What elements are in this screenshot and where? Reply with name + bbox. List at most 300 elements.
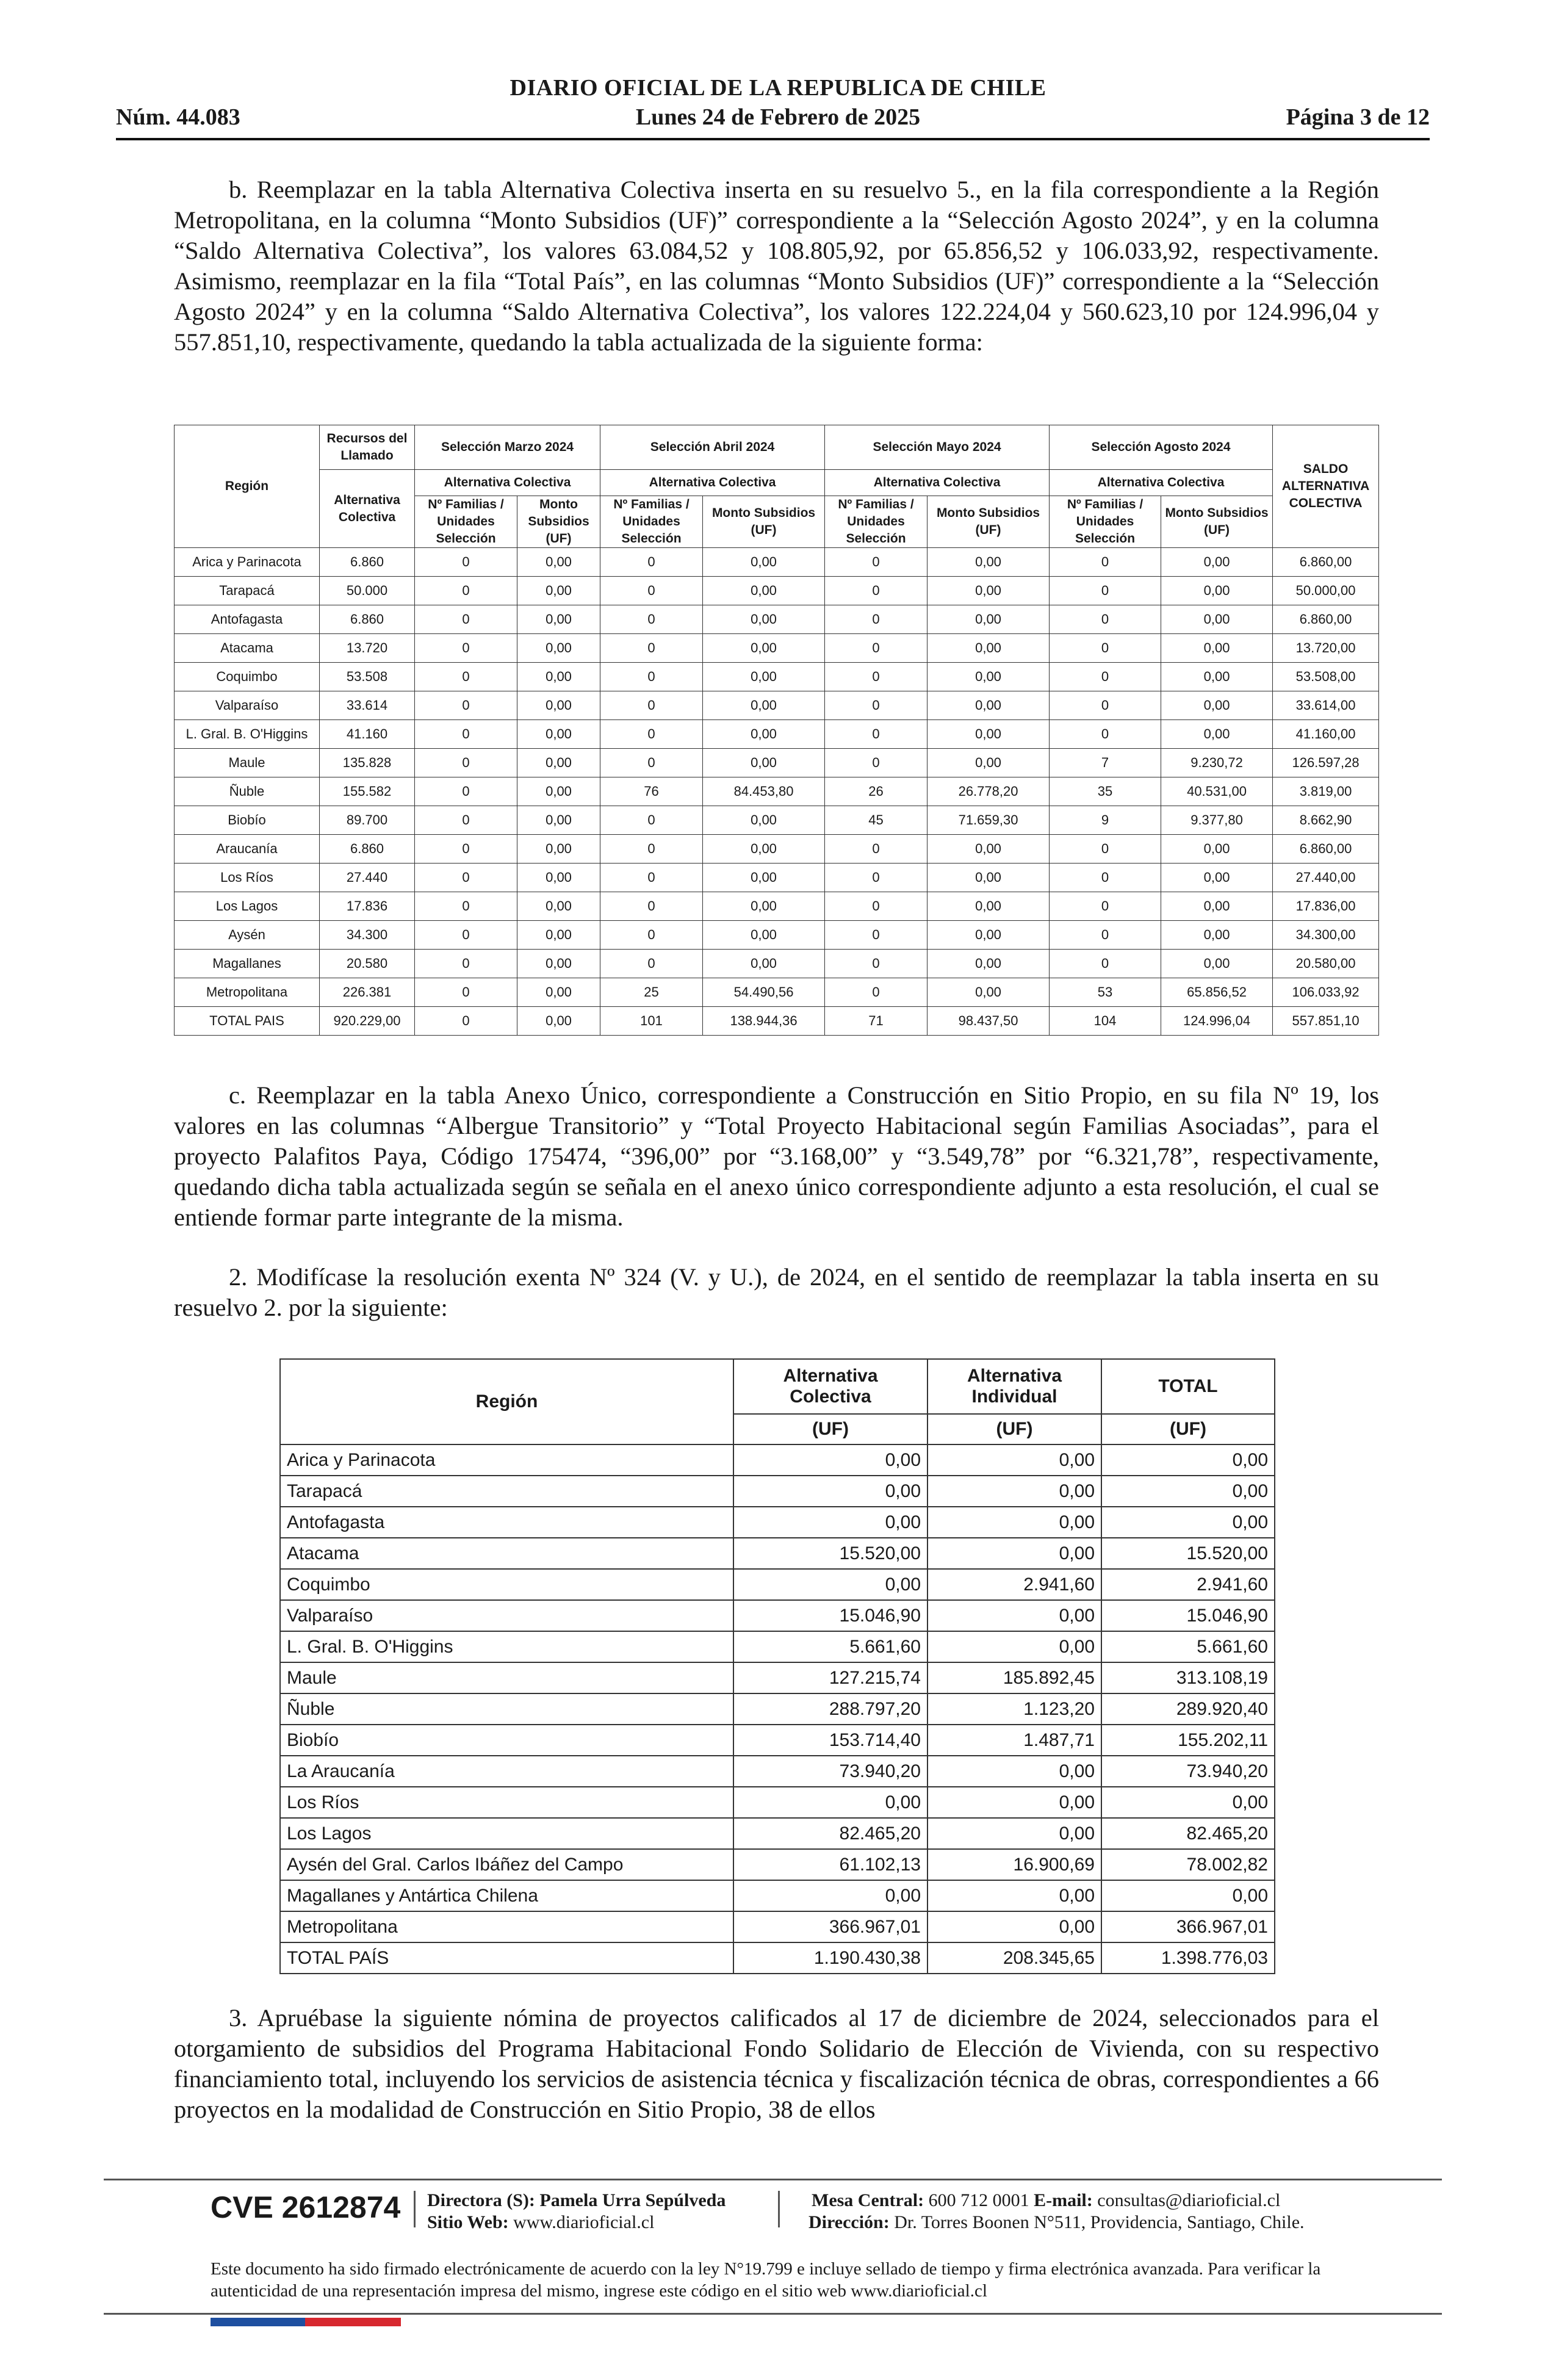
t2-cell-region: Arica y Parinacota xyxy=(280,1444,733,1476)
t1-header-monto-marzo: Monto Subsidios (UF) xyxy=(517,496,600,548)
t1-cell-g_f: 7 xyxy=(1050,749,1161,777)
t1-cell-a_m: 0,00 xyxy=(703,892,825,921)
t1-row xyxy=(175,950,1379,978)
t1-header-familias-abril: Nº Familias / Unidades Selección xyxy=(600,496,703,548)
t2-cell-colectiva: 0,00 xyxy=(733,1569,927,1600)
t2-header-region: Región xyxy=(280,1359,733,1444)
t1-cell-y_f: 0 xyxy=(825,634,927,663)
t2-cell-region: Los Ríos xyxy=(280,1787,733,1818)
t2-cell-total: 366.967,01 xyxy=(1101,1911,1275,1942)
t1-cell-g_f: 0 xyxy=(1050,634,1161,663)
t1-cell-g_f: 0 xyxy=(1050,605,1161,634)
t2-cell-region: Atacama xyxy=(280,1538,733,1569)
t1-cell-a_f: 0 xyxy=(600,950,703,978)
t1-cell-m_m: 0,00 xyxy=(517,978,600,1007)
t2-header-colectiva: Alternativa Colectiva xyxy=(733,1359,927,1414)
t2-row xyxy=(280,1662,1275,1693)
footer-divider-bottom xyxy=(104,2313,1442,2315)
paragraph-c-text: c. Reemplazar en la tabla Anexo Único, correspondiente a Construcción en Sitio Propio, en su fila Nº 19, los valores en las columnas “Albergue Transitorio” y “Total Proyecto Habitacional según Familias Asociadas”, para el proyecto Palafitos Paya, Código 175474, “396,00” por “3.168,00” y “3.549,78” por “6.321,78”, respectivamente, quedando dicha tabla actualizada según se señala en el anexo único correspondiente adjunto a esta resolución, el cual se entiende formar parte integrante de la misma. xyxy=(174,1081,1379,1231)
footer-directora xyxy=(427,2190,726,2212)
t1-row xyxy=(175,864,1379,892)
t1-cell-g_m: 9.230,72 xyxy=(1161,749,1273,777)
t2-cell-individual: 0,00 xyxy=(927,1631,1101,1662)
t2-cell-region: Los Lagos xyxy=(280,1818,733,1849)
t1-cell-y_m: 0,00 xyxy=(927,691,1050,720)
footer-divider-top xyxy=(104,2179,1442,2180)
t1-cell-a_m: 0,00 xyxy=(703,634,825,663)
t1-cell-saldo: 106.033,92 xyxy=(1273,978,1379,1007)
t1-cell-a_m: 0,00 xyxy=(703,921,825,950)
t1-cell-m_m: 0,00 xyxy=(517,663,600,691)
t1-cell-g_m: 0,00 xyxy=(1161,720,1273,749)
t2-cell-colectiva: 0,00 xyxy=(733,1507,927,1538)
t1-cell-m_m: 0,00 xyxy=(517,1007,600,1036)
t2-cell-region: Metropolitana xyxy=(280,1911,733,1942)
t1-cell-y_f: 0 xyxy=(825,978,927,1007)
issue-number: Núm. 44.083 xyxy=(116,104,240,130)
t1-cell-m_f: 0 xyxy=(415,634,517,663)
t1-cell-a_f: 0 xyxy=(600,864,703,892)
t1-cell-g_m: 40.531,00 xyxy=(1161,777,1273,806)
t1-cell-m_m: 0,00 xyxy=(517,605,600,634)
t1-cell-y_f: 0 xyxy=(825,864,927,892)
t1-cell-y_m: 0,00 xyxy=(927,663,1050,691)
t1-cell-a_m: 0,00 xyxy=(703,720,825,749)
t2-cell-individual: 0,00 xyxy=(927,1880,1101,1911)
t2-cell-region: Maule xyxy=(280,1662,733,1693)
t1-row xyxy=(175,548,1379,577)
t2-cell-colectiva: 0,00 xyxy=(733,1444,927,1476)
t1-cell-a_f: 0 xyxy=(600,806,703,835)
t1-cell-g_f: 35 xyxy=(1050,777,1161,806)
t1-cell-region: Tarapacá xyxy=(175,577,320,605)
t1-cell-g_m: 0,00 xyxy=(1161,634,1273,663)
t1-cell-y_m: 98.437,50 xyxy=(927,1007,1050,1036)
t1-cell-saldo: 34.300,00 xyxy=(1273,921,1379,950)
t1-cell-g_m: 0,00 xyxy=(1161,663,1273,691)
issue-date: Lunes 24 de Febrero de 2025 xyxy=(635,104,921,130)
t1-cell-y_f: 0 xyxy=(825,950,927,978)
t1-cell-recursos: 135.828 xyxy=(320,749,415,777)
t2-cell-total: 313.108,19 xyxy=(1101,1662,1275,1693)
t2-row xyxy=(280,1476,1275,1507)
t1-cell-m_m: 0,00 xyxy=(517,892,600,921)
t1-cell-saldo: 126.597,28 xyxy=(1273,749,1379,777)
t2-row xyxy=(280,1756,1275,1787)
t1-cell-g_f: 0 xyxy=(1050,663,1161,691)
t1-cell-y_f: 26 xyxy=(825,777,927,806)
t2-row xyxy=(280,1911,1275,1942)
t1-cell-y_m: 0,00 xyxy=(927,634,1050,663)
t1-cell-saldo: 27.440,00 xyxy=(1273,864,1379,892)
t2-cell-total: 78.002,82 xyxy=(1101,1849,1275,1880)
t1-cell-g_m: 65.856,52 xyxy=(1161,978,1273,1007)
alternativa-colectiva-table xyxy=(174,425,1379,1036)
t2-cell-total: 0,00 xyxy=(1101,1787,1275,1818)
t1-cell-m_m: 0,00 xyxy=(517,634,600,663)
t2-cell-colectiva: 15.520,00 xyxy=(733,1538,927,1569)
footer-separator-2 xyxy=(778,2191,780,2227)
t1-cell-a_m: 0,00 xyxy=(703,605,825,634)
t2-cell-colectiva: 1.190.430,38 xyxy=(733,1942,927,1974)
t1-cell-y_m: 0,00 xyxy=(927,548,1050,577)
t1-cell-g_m: 9.377,80 xyxy=(1161,806,1273,835)
t1-header-monto-agosto: Monto Subsidios (UF) xyxy=(1161,496,1273,548)
t2-cell-region: Antofagasta xyxy=(280,1507,733,1538)
t2-header-unit-individual: (UF) xyxy=(927,1414,1101,1444)
t1-cell-g_f: 9 xyxy=(1050,806,1161,835)
gazette-title: DIARIO OFICIAL DE LA REPUBLICA DE CHILE xyxy=(510,75,1046,101)
t1-cell-recursos: 6.860 xyxy=(320,605,415,634)
t1-cell-y_f: 0 xyxy=(825,605,927,634)
t1-cell-a_f: 76 xyxy=(600,777,703,806)
t2-row xyxy=(280,1693,1275,1725)
t1-cell-y_m: 26.778,20 xyxy=(927,777,1050,806)
t1-cell-a_f: 101 xyxy=(600,1007,703,1036)
t1-cell-saldo: 33.614,00 xyxy=(1273,691,1379,720)
t1-cell-saldo: 3.819,00 xyxy=(1273,777,1379,806)
t1-cell-g_f: 0 xyxy=(1050,720,1161,749)
t2-cell-total: 15.520,00 xyxy=(1101,1538,1275,1569)
t2-cell-total: 0,00 xyxy=(1101,1444,1275,1476)
t1-header-sel-abril: Selección Abril 2024 xyxy=(600,425,825,470)
t1-cell-y_f: 0 xyxy=(825,691,927,720)
t1-cell-y_m: 0,00 xyxy=(927,720,1050,749)
t1-cell-region: Aysén xyxy=(175,921,320,950)
t2-header-unit-colectiva: (UF) xyxy=(733,1414,927,1444)
t1-cell-m_f: 0 xyxy=(415,691,517,720)
header-divider xyxy=(116,138,1430,140)
t1-cell-m_m: 0,00 xyxy=(517,777,600,806)
t2-body xyxy=(280,1444,1275,1974)
t1-cell-region: Los Ríos xyxy=(175,864,320,892)
t1-cell-a_f: 0 xyxy=(600,691,703,720)
t1-cell-y_m: 0,00 xyxy=(927,577,1050,605)
t2-cell-individual: 185.892,45 xyxy=(927,1662,1101,1693)
t1-cell-saldo: 50.000,00 xyxy=(1273,577,1379,605)
t1-cell-region: Atacama xyxy=(175,634,320,663)
paragraph-b-text: b. Reemplazar en la tabla Alternativa Colectiva inserta en su resuelvo 5., en la fila correspondiente a la Región Metropolitana, en la columna “Monto Subsidios (UF)” correspondiente a la “Selección Agosto 2024”, y en la columna “Saldo Alternativa Colectiva”, los valores 63.084,52 y 108.805,92, por 65.856,52 y 106.033,92, respectivamente. Asimismo, reemplazar en la fila “Total País”, en las columnas “Monto Subsidios (UF)” correspondiente a la “Selección Agosto 2024” y en la columna “Saldo Alternativa Colectiva”, los valores 122.224,04 y 560.623,10 por 124.996,04 y 557.851,10, respectivamente, quedando la tabla actualizada de la siguiente forma: xyxy=(174,176,1379,356)
t1-row xyxy=(175,806,1379,835)
t2-cell-colectiva: 15.046,90 xyxy=(733,1600,927,1631)
t1-header-familias-agosto: Nº Familias / Unidades Selección xyxy=(1050,496,1161,548)
t2-cell-individual: 16.900,69 xyxy=(927,1849,1101,1880)
t1-cell-m_m: 0,00 xyxy=(517,921,600,950)
t1-cell-g_m: 0,00 xyxy=(1161,605,1273,634)
t2-row xyxy=(280,1787,1275,1818)
t1-cell-m_f: 0 xyxy=(415,777,517,806)
footer-directora-text: Directora (S): Pamela Urra Sepúlveda xyxy=(427,2190,726,2210)
t1-cell-a_f: 0 xyxy=(600,577,703,605)
t2-cell-total: 1.398.776,03 xyxy=(1101,1942,1275,1974)
t1-cell-recursos: 34.300 xyxy=(320,921,415,950)
t1-cell-y_f: 45 xyxy=(825,806,927,835)
t1-cell-m_m: 0,00 xyxy=(517,864,600,892)
t2-cell-colectiva: 127.215,74 xyxy=(733,1662,927,1693)
t1-cell-a_f: 25 xyxy=(600,978,703,1007)
t1-cell-saldo: 20.580,00 xyxy=(1273,950,1379,978)
t1-cell-m_f: 0 xyxy=(415,548,517,577)
t1-cell-a_m: 0,00 xyxy=(703,950,825,978)
t2-cell-total: 15.046,90 xyxy=(1101,1600,1275,1631)
t1-cell-a_m: 0,00 xyxy=(703,663,825,691)
t2-cell-region: Biobío xyxy=(280,1725,733,1756)
t1-cell-recursos: 155.582 xyxy=(320,777,415,806)
t1-cell-m_m: 0,00 xyxy=(517,691,600,720)
t1-row xyxy=(175,921,1379,950)
t1-cell-region: Ñuble xyxy=(175,777,320,806)
t1-cell-y_f: 0 xyxy=(825,720,927,749)
footer-sitio-link[interactable]: www.diarioficial.cl xyxy=(513,2212,655,2232)
t1-header-sel-mayo: Selección Mayo 2024 xyxy=(825,425,1050,470)
t2-cell-total: 289.920,40 xyxy=(1101,1693,1275,1725)
t1-cell-m_f: 0 xyxy=(415,806,517,835)
t1-row xyxy=(175,1007,1379,1036)
t2-cell-individual: 0,00 xyxy=(927,1444,1101,1476)
t1-cell-recursos: 13.720 xyxy=(320,634,415,663)
t1-cell-a_m: 84.453,80 xyxy=(703,777,825,806)
t1-cell-m_f: 0 xyxy=(415,864,517,892)
t1-cell-a_m: 0,00 xyxy=(703,749,825,777)
t1-cell-region: TOTAL PAIS xyxy=(175,1007,320,1036)
t1-cell-y_f: 0 xyxy=(825,921,927,950)
t1-cell-m_f: 0 xyxy=(415,720,517,749)
t2-cell-region: Tarapacá xyxy=(280,1476,733,1507)
t1-cell-y_f: 71 xyxy=(825,1007,927,1036)
footer-email-link[interactable]: consultas@diarioficial.cl xyxy=(1097,2190,1281,2210)
t1-cell-m_m: 0,00 xyxy=(517,950,600,978)
t2-cell-colectiva: 288.797,20 xyxy=(733,1693,927,1725)
t1-cell-recursos: 41.160 xyxy=(320,720,415,749)
footer-direccion xyxy=(809,2212,1305,2234)
t1-cell-g_f: 0 xyxy=(1050,577,1161,605)
t1-cell-saldo: 6.860,00 xyxy=(1273,605,1379,634)
t1-header-alt-col-recursos: Alternativa Colectiva xyxy=(320,470,415,548)
t2-cell-individual: 0,00 xyxy=(927,1787,1101,1818)
t1-cell-m_m: 0,00 xyxy=(517,577,600,605)
t1-cell-y_m: 0,00 xyxy=(927,950,1050,978)
t1-cell-a_f: 0 xyxy=(600,663,703,691)
t1-cell-a_m: 0,00 xyxy=(703,806,825,835)
cve-code: CVE 2612874 xyxy=(211,2190,401,2224)
t2-cell-total: 0,00 xyxy=(1101,1476,1275,1507)
t1-cell-a_m: 0,00 xyxy=(703,835,825,864)
t2-cell-colectiva: 73.940,20 xyxy=(733,1756,927,1787)
t1-header-sel-agosto: Selección Agosto 2024 xyxy=(1050,425,1273,470)
t1-cell-a_f: 0 xyxy=(600,548,703,577)
t2-cell-individual: 0,00 xyxy=(927,1911,1101,1942)
t1-cell-a_f: 0 xyxy=(600,892,703,921)
t1-cell-a_f: 0 xyxy=(600,749,703,777)
t1-cell-recursos: 33.614 xyxy=(320,691,415,720)
t2-row xyxy=(280,1725,1275,1756)
t1-cell-region: Magallanes xyxy=(175,950,320,978)
t1-cell-recursos: 20.580 xyxy=(320,950,415,978)
t1-cell-g_f: 0 xyxy=(1050,950,1161,978)
t1-cell-y_f: 0 xyxy=(825,577,927,605)
t2-cell-individual: 0,00 xyxy=(927,1756,1101,1787)
t2-cell-individual: 0,00 xyxy=(927,1818,1101,1849)
t2-cell-region: Coquimbo xyxy=(280,1569,733,1600)
t1-cell-a_f: 0 xyxy=(600,634,703,663)
t2-cell-individual: 208.345,65 xyxy=(927,1942,1101,1974)
t1-cell-a_f: 0 xyxy=(600,835,703,864)
t1-header-alt-col-marzo: Alternativa Colectiva xyxy=(415,470,600,496)
t1-header-alt-col-agosto: Alternativa Colectiva xyxy=(1050,470,1273,496)
t2-cell-individual: 1.123,20 xyxy=(927,1693,1101,1725)
t1-row xyxy=(175,634,1379,663)
t2-row xyxy=(280,1849,1275,1880)
t2-cell-colectiva: 61.102,13 xyxy=(733,1849,927,1880)
t1-cell-m_f: 0 xyxy=(415,605,517,634)
t2-row xyxy=(280,1600,1275,1631)
t1-cell-y_m: 0,00 xyxy=(927,921,1050,950)
t1-cell-m_f: 0 xyxy=(415,978,517,1007)
t1-cell-a_m: 0,00 xyxy=(703,691,825,720)
paragraph-2-text: 2. Modifícase la resolución exenta Nº 324 (V. y U.), de 2024, en el sentido de reemplazar la tabla inserta en su resuelvo 2. por la siguiente: xyxy=(174,1263,1379,1321)
t1-cell-g_f: 0 xyxy=(1050,864,1161,892)
footer-direccion-value: Dr. Torres Boonen N°511, Providencia, Santiago, Chile. xyxy=(894,2212,1305,2232)
t2-cell-total: 0,00 xyxy=(1101,1507,1275,1538)
t1-cell-y_f: 0 xyxy=(825,892,927,921)
t1-cell-a_m: 54.490,56 xyxy=(703,978,825,1007)
paragraph-3 xyxy=(174,2003,1379,2125)
t1-cell-a_f: 0 xyxy=(600,605,703,634)
t1-cell-y_m: 0,00 xyxy=(927,835,1050,864)
t1-cell-g_f: 0 xyxy=(1050,835,1161,864)
t1-row xyxy=(175,777,1379,806)
t1-row xyxy=(175,749,1379,777)
t1-cell-m_m: 0,00 xyxy=(517,806,600,835)
footer-separator-1 xyxy=(414,2191,416,2227)
t2-row xyxy=(280,1444,1275,1476)
footer-signature-note: Este documento ha sido firmado electrónicamente de acuerdo con la ley N°19.799 e incluye sellado de tiempo y firma electrónica avanzada. Para verificar la autenticidad de una representación impresa del mismo, ingrese este código en el sitio web www.diarioficial.cl xyxy=(211,2259,1321,2301)
t1-cell-region: Araucanía xyxy=(175,835,320,864)
t1-cell-m_f: 0 xyxy=(415,950,517,978)
t1-cell-saldo: 6.860,00 xyxy=(1273,548,1379,577)
t1-cell-g_m: 124.996,04 xyxy=(1161,1007,1273,1036)
t2-cell-individual: 2.941,60 xyxy=(927,1569,1101,1600)
t2-cell-region: Ñuble xyxy=(280,1693,733,1725)
t1-cell-a_f: 0 xyxy=(600,921,703,950)
t1-cell-g_m: 0,00 xyxy=(1161,864,1273,892)
t2-cell-individual: 0,00 xyxy=(927,1507,1101,1538)
t2-cell-total: 82.465,20 xyxy=(1101,1818,1275,1849)
t2-cell-colectiva: 0,00 xyxy=(733,1880,927,1911)
t1-cell-g_f: 0 xyxy=(1050,691,1161,720)
t1-cell-y_m: 0,00 xyxy=(927,978,1050,1007)
t1-cell-m_m: 0,00 xyxy=(517,749,600,777)
t2-row xyxy=(280,1538,1275,1569)
t1-cell-region: Coquimbo xyxy=(175,663,320,691)
t1-cell-g_f: 0 xyxy=(1050,548,1161,577)
t1-header-alt-col-mayo: Alternativa Colectiva xyxy=(825,470,1050,496)
t2-cell-colectiva: 366.967,01 xyxy=(733,1911,927,1942)
t1-cell-y_f: 0 xyxy=(825,663,927,691)
t1-cell-saldo: 13.720,00 xyxy=(1273,634,1379,663)
footer-mesa-label: Mesa Central: xyxy=(812,2190,924,2210)
t1-cell-recursos: 53.508 xyxy=(320,663,415,691)
t1-row xyxy=(175,663,1379,691)
t1-cell-g_m: 0,00 xyxy=(1161,921,1273,950)
t2-cell-individual: 1.487,71 xyxy=(927,1725,1101,1756)
t1-cell-m_m: 0,00 xyxy=(517,548,600,577)
t2-cell-region: Valparaíso xyxy=(280,1600,733,1631)
t1-header-recursos: Recursos del Llamado xyxy=(320,425,415,470)
t1-cell-recursos: 50.000 xyxy=(320,577,415,605)
paragraph-3-text: 3. Apruébase la siguiente nómina de proyectos calificados al 17 de diciembre de 2024, seleccionados para el otorgamiento de subsidios del Programa Habitacional Fondo Solidario de Elección de Vivienda, con su respectivo financiamiento total, incluyendo los servicios de asistencia técnica y fiscalización técnica de obras, correspondientes a 66 proyectos en la modalidad de Construcción en Sitio Propio, 38 de ellos xyxy=(174,2004,1379,2123)
t1-row xyxy=(175,605,1379,634)
paragraph-2 xyxy=(174,1262,1379,1323)
t1-cell-g_m: 0,00 xyxy=(1161,577,1273,605)
t1-cell-m_f: 0 xyxy=(415,577,517,605)
t1-cell-y_f: 0 xyxy=(825,835,927,864)
footer-sitio-label: Sitio Web: xyxy=(427,2212,509,2232)
t1-header-monto-mayo: Monto Subsidios (UF) xyxy=(927,496,1050,548)
resumen-subsidios-table xyxy=(279,1358,1275,1974)
t1-cell-g_m: 0,00 xyxy=(1161,691,1273,720)
t2-row xyxy=(280,1818,1275,1849)
t2-cell-region: Magallanes y Antártica Chilena xyxy=(280,1880,733,1911)
t1-cell-region: Biobío xyxy=(175,806,320,835)
t1-cell-region: Los Lagos xyxy=(175,892,320,921)
t1-cell-saldo: 557.851,10 xyxy=(1273,1007,1379,1036)
t1-cell-region: Maule xyxy=(175,749,320,777)
t1-header-familias-mayo: Nº Familias / Unidades Selección xyxy=(825,496,927,548)
t2-cell-total: 73.940,20 xyxy=(1101,1756,1275,1787)
t1-cell-g_m: 0,00 xyxy=(1161,892,1273,921)
t2-cell-total: 2.941,60 xyxy=(1101,1569,1275,1600)
t1-cell-m_m: 0,00 xyxy=(517,835,600,864)
t1-cell-region: Valparaíso xyxy=(175,691,320,720)
t1-row xyxy=(175,978,1379,1007)
t1-cell-g_f: 0 xyxy=(1050,892,1161,921)
t2-cell-individual: 0,00 xyxy=(927,1476,1101,1507)
t1-cell-m_f: 0 xyxy=(415,892,517,921)
t1-cell-recursos: 920.229,00 xyxy=(320,1007,415,1036)
t1-body xyxy=(175,548,1379,1036)
t2-cell-region: La Araucanía xyxy=(280,1756,733,1787)
t1-cell-y_m: 71.659,30 xyxy=(927,806,1050,835)
footer-mesa-value: 600 712 0001 xyxy=(928,2190,1029,2210)
t2-cell-individual: 0,00 xyxy=(927,1600,1101,1631)
t1-cell-g_f: 104 xyxy=(1050,1007,1161,1036)
t2-cell-total: 5.661,60 xyxy=(1101,1631,1275,1662)
t1-cell-region: L. Gral. B. O'Higgins xyxy=(175,720,320,749)
t2-cell-region: TOTAL PAÍS xyxy=(280,1942,733,1974)
t1-cell-saldo: 6.860,00 xyxy=(1273,835,1379,864)
t1-header-region: Región xyxy=(175,425,320,548)
t2-cell-region: Aysén del Gral. Carlos Ibáñez del Campo xyxy=(280,1849,733,1880)
t2-row xyxy=(280,1569,1275,1600)
t1-cell-y_m: 0,00 xyxy=(927,892,1050,921)
t1-cell-saldo: 17.836,00 xyxy=(1273,892,1379,921)
t1-cell-recursos: 6.860 xyxy=(320,835,415,864)
t1-cell-y_f: 0 xyxy=(825,749,927,777)
t2-cell-colectiva: 153.714,40 xyxy=(733,1725,927,1756)
flag-stripe-blue xyxy=(211,2318,305,2326)
t1-cell-y_m: 0,00 xyxy=(927,605,1050,634)
paragraph-b xyxy=(174,175,1379,358)
t1-cell-m_f: 0 xyxy=(415,749,517,777)
t1-cell-a_m: 0,00 xyxy=(703,548,825,577)
t1-cell-region: Arica y Parinacota xyxy=(175,548,320,577)
t1-cell-recursos: 17.836 xyxy=(320,892,415,921)
t1-cell-a_m: 138.944,36 xyxy=(703,1007,825,1036)
t1-row xyxy=(175,577,1379,605)
flag-stripe-red xyxy=(305,2318,401,2326)
t1-cell-m_f: 0 xyxy=(415,663,517,691)
